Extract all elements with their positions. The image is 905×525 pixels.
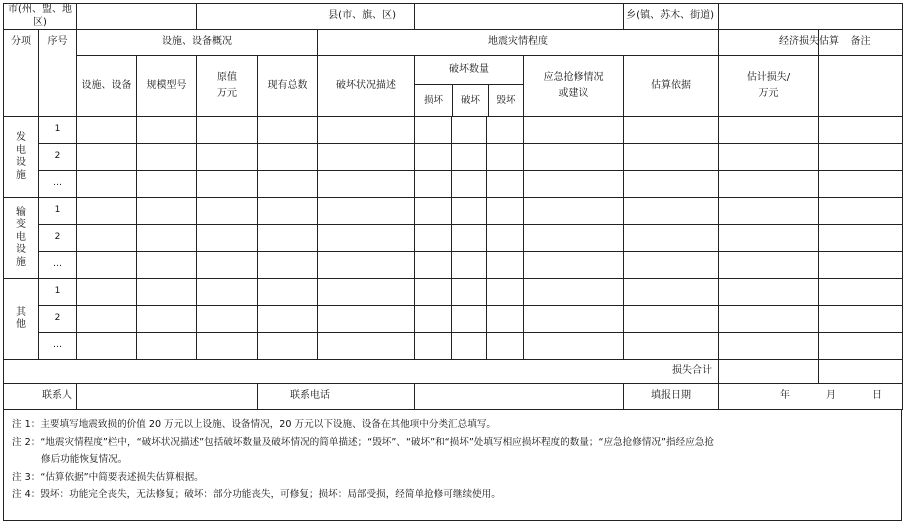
col-emergency-line1: 应急抢修情况	[543, 71, 604, 83]
row-seq: 1	[39, 279, 77, 306]
note-3: 注 3：“估算依据”中简要表述损失估算根据。	[12, 471, 204, 483]
section-other: 其 他	[4, 279, 39, 360]
township-label: 乡(镇、苏木、街道)	[624, 4, 719, 30]
table-row	[4, 198, 903, 225]
col-estimate-basis: 估算依据	[624, 56, 719, 117]
day-label: 日	[872, 390, 882, 402]
table-row	[4, 252, 903, 279]
col-broken: 破坏	[453, 85, 489, 116]
contact-person-label: 联系人	[4, 384, 77, 410]
col-original-value-line1: 原值	[217, 71, 237, 83]
note-1: 注 1：主要填写地震致损的价值 20 万元以上设施、设备情况，20 万元以下设施、设备在其他项中分类汇总填写。	[12, 419, 497, 430]
total-loss-input[interactable]	[719, 360, 819, 384]
col-estimated-loss	[719, 56, 819, 117]
row-seq: …	[39, 171, 77, 198]
fill-date-input[interactable]	[719, 384, 903, 410]
col-damage-count: 破坏数量	[415, 56, 523, 85]
section-power-generation: 发 电 设 施	[4, 117, 39, 198]
note-4: 注 4：毁坏：功能完全丧失，无法修复；破坏：部分功能丧失，可修复；损坏：局部受损，经简单抢修可继续使用。	[12, 489, 501, 500]
col-estimated-loss-line2: 万元	[758, 88, 779, 99]
county-label: 县(市、旗、区)	[197, 4, 415, 30]
note-2: 注 2：“地震灾情程度”栏中，“破坏状况描述”包括破坏数量及破坏情况的简单描述；“毁坏”、“破坏”和“损坏”处填写相应损坏程度的数量；“应急抢修情况”指经应急抢	[12, 436, 714, 448]
table-row	[4, 225, 903, 252]
col-damage-count-group	[415, 56, 524, 117]
col-economic-loss: 经济损失估算	[719, 30, 819, 56]
col-destroyed: 毁坏	[496, 94, 516, 106]
col-damage-description: 破坏状况描述	[318, 56, 415, 117]
col-original-value	[197, 56, 258, 117]
year-label: 年	[780, 390, 790, 402]
table-row	[4, 117, 903, 144]
col-estimated-loss-line1: 估计损失/	[746, 71, 791, 83]
col-existing-total: 现有总数	[258, 56, 318, 117]
total-loss-row	[4, 360, 903, 384]
col-category: 分项	[4, 30, 39, 117]
col-original-value-line2: 万元	[217, 88, 237, 99]
table-row	[4, 144, 903, 171]
row-seq: 2	[39, 225, 77, 252]
col-remarks: 备注	[819, 30, 903, 56]
row-seq: 1	[39, 198, 77, 225]
city-label: 市(州、盟、地区)	[4, 4, 77, 30]
col-seq: 序号	[39, 30, 77, 117]
row-seq: …	[39, 252, 77, 279]
row-seq: …	[39, 333, 77, 360]
col-facility-name: 设施、设备	[77, 56, 137, 117]
contact-phone-input[interactable]	[415, 384, 624, 410]
col-minor: 损坏	[415, 85, 453, 116]
city-input[interactable]	[77, 4, 197, 30]
month-label: 月	[826, 390, 836, 402]
loss-table	[3, 3, 903, 410]
county-input[interactable]	[415, 4, 624, 30]
col-emergency-line2: 或建议	[558, 88, 589, 99]
table-row	[4, 171, 903, 198]
fill-date-label: 填报日期	[624, 384, 719, 410]
township-input[interactable]	[719, 4, 903, 30]
col-emergency	[524, 56, 624, 117]
table-row	[4, 306, 903, 333]
region-row	[4, 4, 903, 30]
contact-person-input[interactable]	[77, 384, 258, 410]
table-row	[4, 333, 903, 360]
total-loss-remarks[interactable]	[819, 360, 903, 384]
row-seq: 2	[39, 144, 77, 171]
note-2-continued: 修后功能恢复情况。	[41, 454, 128, 465]
contact-row	[4, 384, 903, 410]
col-model: 规模型号	[137, 56, 197, 117]
contact-phone-label: 联系电话	[258, 384, 415, 410]
col-facility-overview: 设施、设备概况	[77, 30, 318, 56]
table-row	[4, 279, 903, 306]
total-loss-label: 损失合计	[4, 360, 719, 384]
row-seq: 2	[39, 306, 77, 333]
col-disaster-degree: 地震灾情程度	[318, 30, 719, 56]
notes-block	[3, 409, 902, 521]
column-sub-row	[4, 56, 903, 117]
row-seq: 1	[39, 117, 77, 144]
column-group-row	[4, 30, 903, 56]
col-remarks-sub	[819, 56, 903, 117]
section-transmission: 输 变 电 设 施	[4, 198, 39, 279]
